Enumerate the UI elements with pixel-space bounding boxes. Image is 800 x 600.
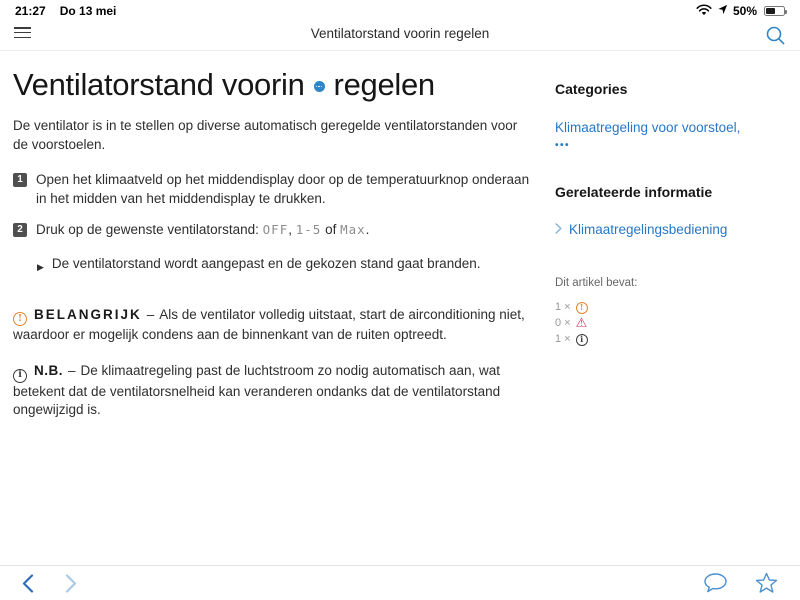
contains-list — [555, 300, 790, 347]
annotation-dot-icon[interactable] — [314, 81, 325, 92]
content-area — [0, 51, 800, 420]
contains-row-info — [555, 332, 790, 347]
step-result — [37, 255, 535, 277]
category-more-button[interactable]: ••• — [555, 140, 571, 151]
related-link[interactable]: Klimaatregelingsbediening — [555, 222, 790, 237]
battery-percent: 50% — [732, 4, 757, 18]
chevron-right-icon — [555, 222, 562, 237]
menu-icon[interactable] — [14, 27, 31, 41]
fan-value-off: OFF — [262, 222, 289, 237]
article — [13, 51, 535, 420]
note-callout: i N.B. – De klimaatregeling past de luchtstroom zo nodig automatisch aan, wat betekent dat de ventilatorsnelheid kan veranderen ondanks dat de ventilatorstand ongewijzigd is. — [13, 362, 501, 417]
search-icon[interactable] — [765, 25, 786, 51]
sidebar — [555, 51, 790, 420]
warning-icon: ⚠ — [575, 315, 588, 331]
step-1-marker: 1 — [13, 173, 27, 187]
contains-row-warning — [555, 316, 790, 331]
clock: 21:27 — [15, 4, 46, 18]
step-2-marker: 2 — [13, 223, 27, 237]
date: Do 13 mei — [59, 4, 117, 18]
info-icon: i — [13, 369, 27, 383]
fan-value-1-5: 1-5 — [295, 222, 322, 237]
step-1-text: Open het klimaatveld op het middendisplay door op de temperatuurknop onderaan in het midden van het middendisplay te drukken. — [36, 172, 530, 206]
intro-paragraph: De ventilator is in te stellen op diverse automatisch geregelde ventilatorstanden voor de voorstoelen. — [13, 118, 518, 152]
important-callout: ! BELANGRIJK – Als de ventilator volledig uitstaat, start de airconditioning niet, waardoor er mogelijk condens aan de binnenkant van de ruiten optreedt. — [13, 306, 525, 343]
important-label: BELANGRIJK — [34, 306, 142, 322]
category-link[interactable]: Klimaatregeling voor voorstoel, — [555, 120, 741, 135]
step-1 — [13, 171, 535, 208]
important-icon: ! — [576, 302, 588, 314]
result-text: De ventilatorstand wordt aangepast en de gekozen stand gaat branden. — [51, 255, 481, 271]
step-2 — [13, 221, 535, 240]
info-icon: i — [576, 334, 588, 346]
bottom-toolbar — [0, 565, 800, 600]
nav-title: Ventilatorstand voorin regelen — [310, 26, 490, 41]
important-text: Als de ventilator volledig uitstaat, start de airconditioning niet, waardoor er mogelijk condens aan de binnenkant van de ruiten optreedt. — [13, 306, 525, 343]
contains-heading: Dit artikel bevat: — [555, 277, 638, 289]
result-arrow-icon: ▶ — [37, 262, 44, 272]
page-title-part2: regelen — [333, 67, 435, 102]
steps-list — [13, 171, 535, 240]
related-heading: Gerelateerde informatie — [555, 184, 713, 200]
battery-icon — [764, 6, 785, 16]
status-bar — [0, 0, 800, 20]
contains-row-important — [555, 300, 790, 315]
important-count: 1 × — [555, 301, 571, 313]
important-icon: ! — [13, 312, 27, 326]
page-title — [13, 67, 535, 103]
forward-button[interactable] — [65, 574, 77, 593]
comment-icon[interactable] — [703, 572, 728, 594]
nav-bar — [0, 20, 800, 51]
favorite-star-icon[interactable] — [755, 572, 778, 594]
wifi-icon — [696, 4, 712, 19]
categories-heading: Categories — [555, 81, 628, 97]
note-label: N.B. — [34, 362, 63, 378]
page-title-part1: Ventilatorstand voorin — [13, 67, 305, 102]
fan-value-max: Max — [340, 222, 366, 237]
note-text: De klimaatregeling past de luchtstroom zo nodig automatisch aan, wat betekent dat de ventilatorsnelheid kan veranderen ondanks dat de ventilatorstand ongewijzigd is. — [13, 362, 501, 417]
info-count: 1 × — [555, 333, 571, 345]
location-icon — [717, 4, 728, 18]
warning-count: 0 × — [555, 317, 571, 329]
back-button[interactable] — [22, 574, 34, 593]
step-2-text: Druk op de gewenste ventilatorstand: OFF, 1-5 of Max. — [36, 222, 370, 237]
